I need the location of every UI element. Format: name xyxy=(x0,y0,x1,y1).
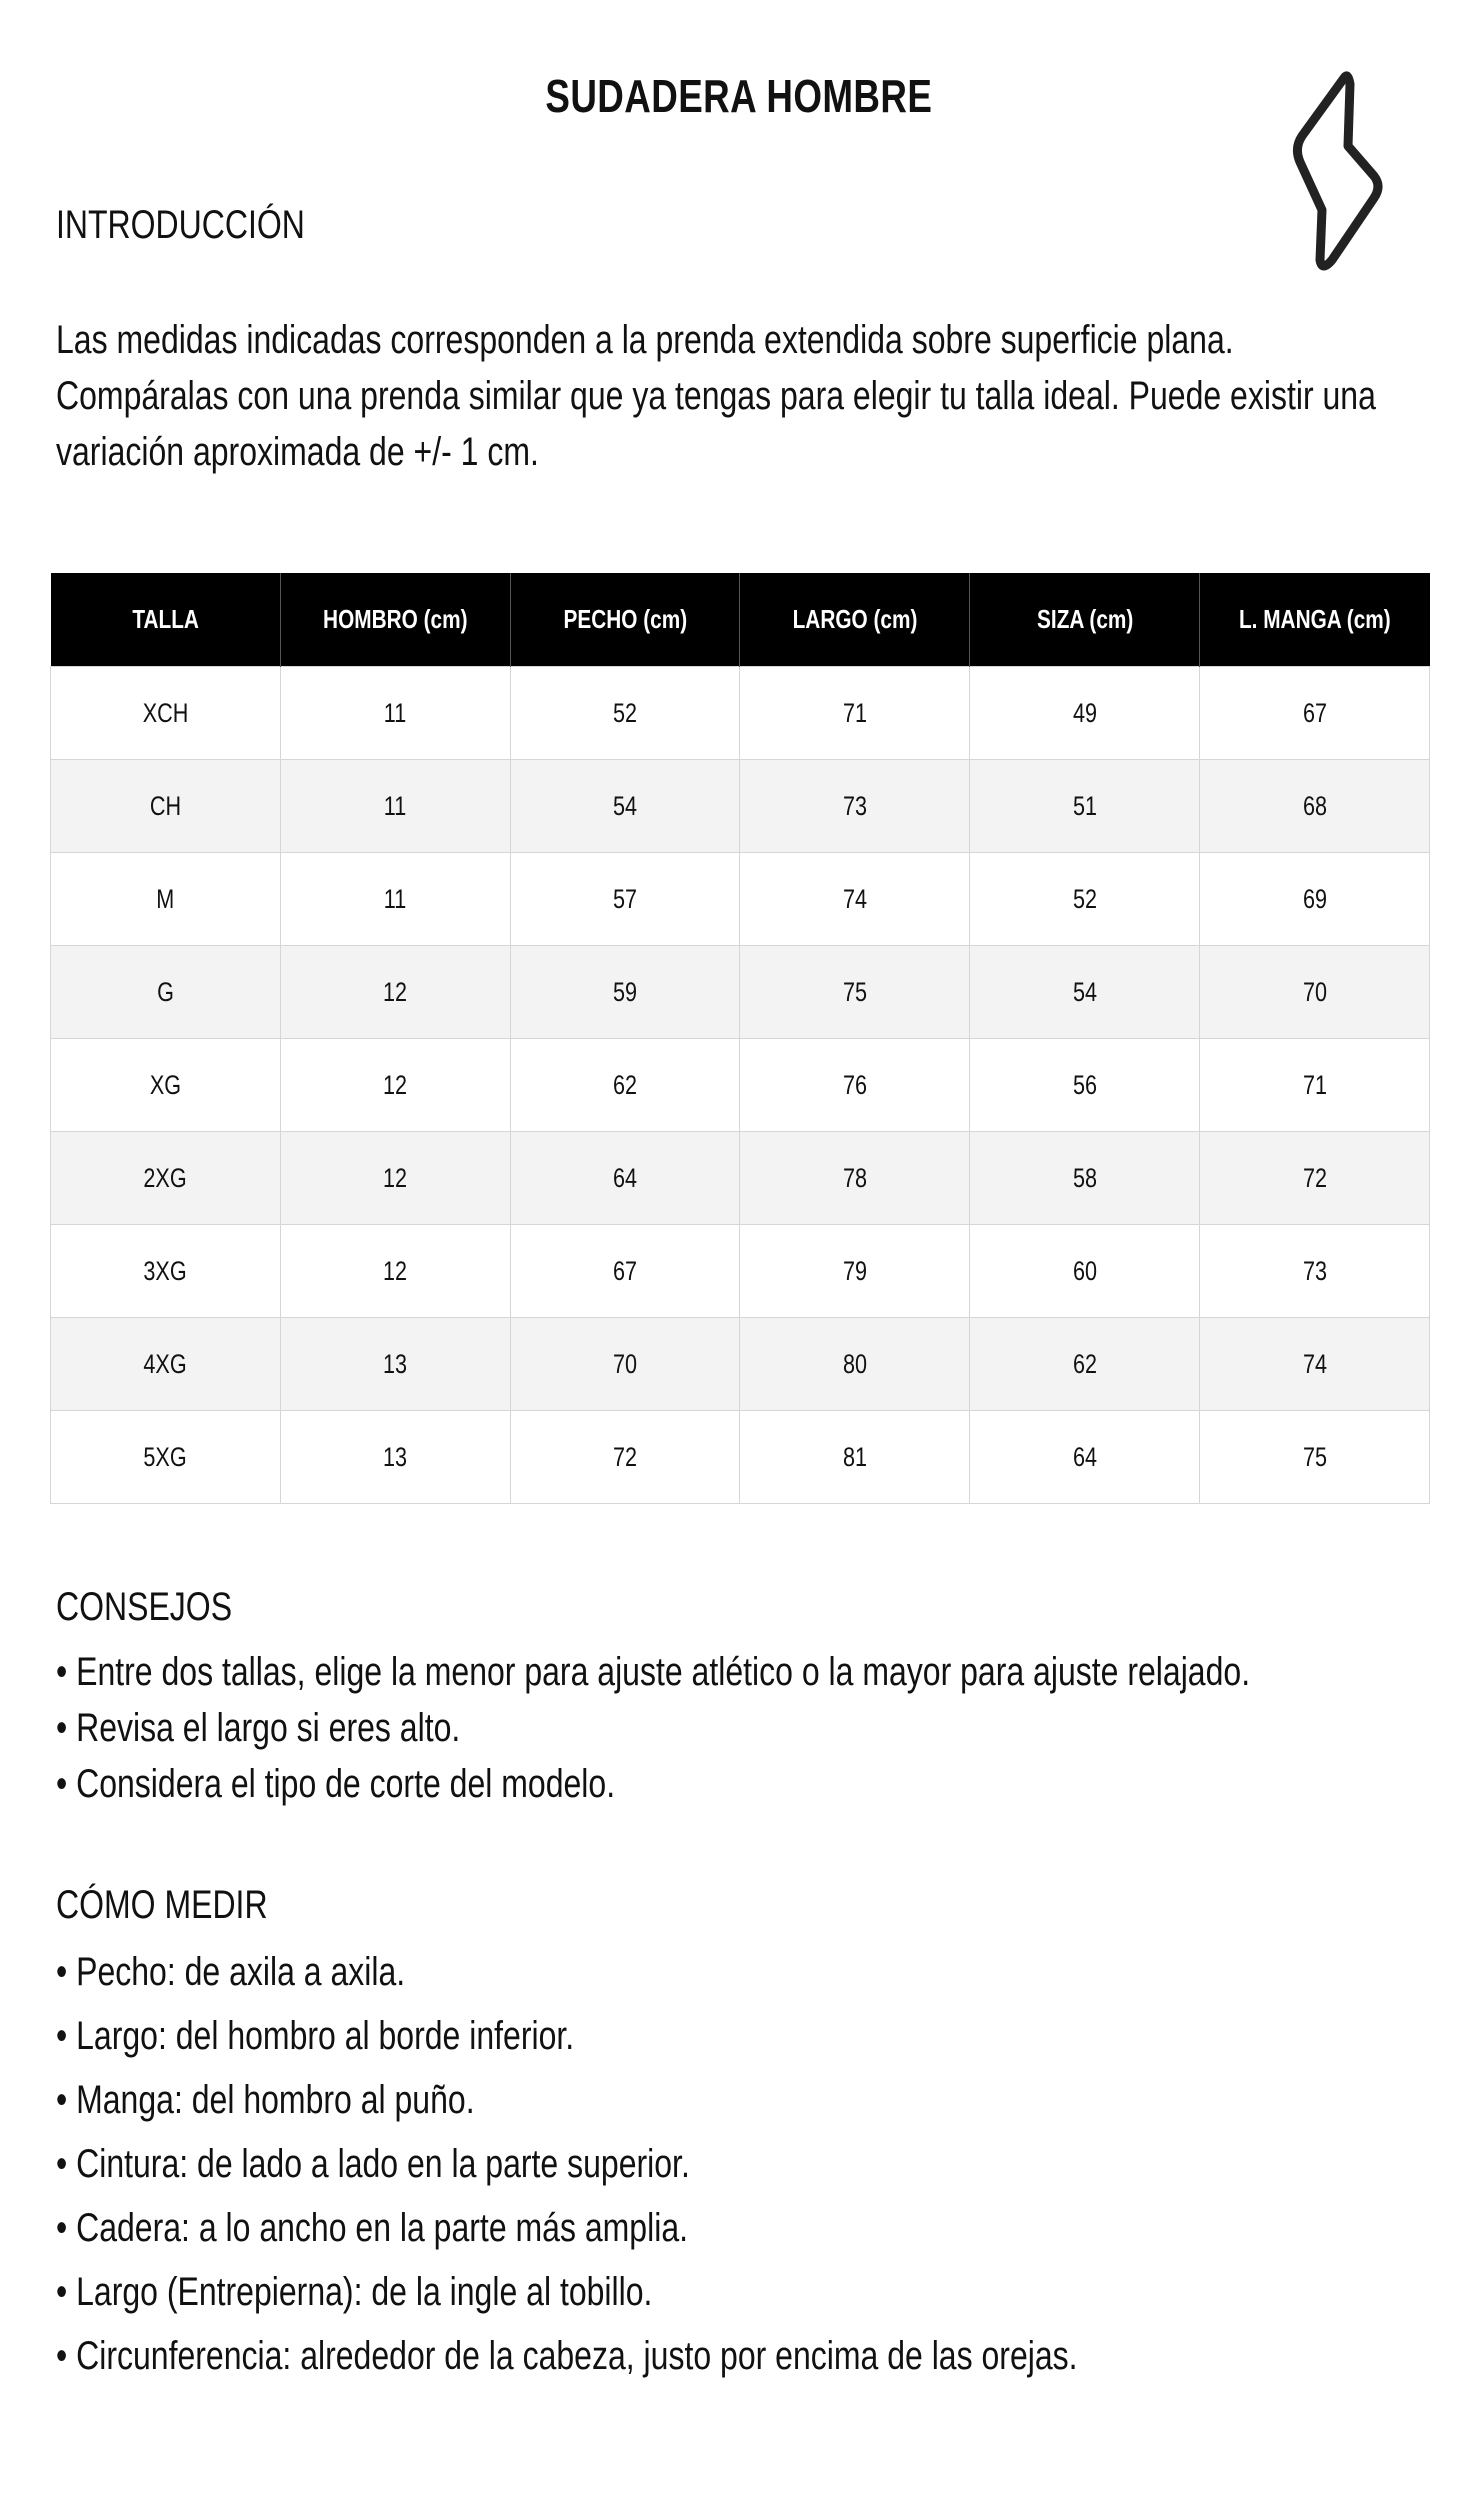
column-header-manga: L. MANGA (cm) xyxy=(1200,573,1430,667)
list-item: • Revisa el largo si eres alto. xyxy=(56,1706,461,1750)
table-cell: 11 xyxy=(280,667,510,760)
table-cell: 51 xyxy=(970,760,1200,853)
table-cell: 13 xyxy=(280,1318,510,1411)
intro-heading: INTRODUCCIÓN xyxy=(56,203,305,247)
table-cell: 2XG xyxy=(51,1132,281,1225)
table-cell: G xyxy=(51,946,281,1039)
table-row xyxy=(51,853,1430,946)
table-cell: 68 xyxy=(1200,760,1430,853)
table-cell: 81 xyxy=(740,1411,970,1504)
column-header-largo: LARGO (cm) xyxy=(740,573,970,667)
table-cell: 4XG xyxy=(51,1318,281,1411)
column-header-pecho: PECHO (cm) xyxy=(510,573,740,667)
table-cell: 62 xyxy=(970,1318,1200,1411)
column-header-hombro: HOMBRO (cm) xyxy=(280,573,510,667)
table-cell: 54 xyxy=(970,946,1200,1039)
table-cell: 3XG xyxy=(51,1225,281,1318)
table-cell: CH xyxy=(51,760,281,853)
table-cell: 80 xyxy=(740,1318,970,1411)
table-body xyxy=(51,667,1430,1504)
page-title xyxy=(0,68,1478,124)
table-cell: 69 xyxy=(1200,853,1430,946)
table-cell: 11 xyxy=(280,760,510,853)
table-cell: 12 xyxy=(280,1132,510,1225)
intro-line: variación aproximada de +/- 1 cm. xyxy=(56,430,539,474)
table-row xyxy=(51,760,1430,853)
list-item: • Pecho: de axila a axila. xyxy=(56,1950,406,1994)
size-chart-table xyxy=(50,573,1430,1504)
list-item: • Cadera: a lo ancho en la parte más amplia. xyxy=(56,2206,688,2250)
table-cell: 64 xyxy=(970,1411,1200,1504)
table-cell: 67 xyxy=(510,1225,740,1318)
table-cell: 52 xyxy=(970,853,1200,946)
table-cell: XG xyxy=(51,1039,281,1132)
table-cell: 57 xyxy=(510,853,740,946)
table-cell: 71 xyxy=(740,667,970,760)
table-row xyxy=(51,1039,1430,1132)
how-to-measure-heading: CÓMO MEDIR xyxy=(56,1883,268,1927)
table-cell: 60 xyxy=(970,1225,1200,1318)
table-cell: 64 xyxy=(510,1132,740,1225)
table-cell: 73 xyxy=(1200,1225,1430,1318)
table-cell: 62 xyxy=(510,1039,740,1132)
table-cell: 75 xyxy=(740,946,970,1039)
list-item: • Cintura: de lado a lado en la parte superior. xyxy=(56,2142,690,2186)
table-cell: 59 xyxy=(510,946,740,1039)
column-header-talla: TALLA xyxy=(51,573,281,667)
table-cell: 70 xyxy=(510,1318,740,1411)
table-cell: 12 xyxy=(280,1039,510,1132)
list-item: • Largo (Entrepierna): de la ingle al tobillo. xyxy=(56,2270,653,2314)
lightning-bolt-icon xyxy=(1282,70,1392,280)
table-cell: 71 xyxy=(1200,1039,1430,1132)
table-cell: 58 xyxy=(970,1132,1200,1225)
table-header-row xyxy=(51,573,1430,667)
table-cell: 11 xyxy=(280,853,510,946)
column-header-siza: SIZA (cm) xyxy=(970,573,1200,667)
table-row xyxy=(51,946,1430,1039)
table-cell: 52 xyxy=(510,667,740,760)
list-item: • Circunferencia: alrededor de la cabeza, justo por encima de las orejas. xyxy=(56,2334,1078,2378)
table-cell: 13 xyxy=(280,1411,510,1504)
intro-line: Compáralas con una prenda similar que ya tengas para elegir tu talla ideal. Puede existir una xyxy=(56,374,1376,418)
table-row xyxy=(51,1318,1430,1411)
list-item: • Entre dos tallas, elige la menor para ajuste atlético o la mayor para ajuste relajado. xyxy=(56,1650,1251,1694)
page-title-text: SUDADERA HOMBRE xyxy=(545,70,933,122)
table-cell: 56 xyxy=(970,1039,1200,1132)
table-cell: 76 xyxy=(740,1039,970,1132)
intro-paragraph xyxy=(56,312,1478,480)
table-cell: M xyxy=(51,853,281,946)
how-to-measure-list xyxy=(56,1940,1333,2388)
table-row xyxy=(51,1225,1430,1318)
table-cell: 72 xyxy=(510,1411,740,1504)
table-cell: 72 xyxy=(1200,1132,1430,1225)
table-cell: 74 xyxy=(740,853,970,946)
list-item: • Considera el tipo de corte del modelo. xyxy=(56,1762,616,1806)
table-cell: XCH xyxy=(51,667,281,760)
intro-line: Las medidas indicadas corresponden a la prenda extendida sobre superficie plana. xyxy=(56,318,1234,362)
table-row xyxy=(51,1411,1430,1504)
table-row xyxy=(51,1132,1430,1225)
table-cell: 79 xyxy=(740,1225,970,1318)
table-cell: 49 xyxy=(970,667,1200,760)
table-cell: 74 xyxy=(1200,1318,1430,1411)
table-cell: 12 xyxy=(280,1225,510,1318)
list-item: • Manga: del hombro al puño. xyxy=(56,2078,475,2122)
table-row xyxy=(51,667,1430,760)
tips-list xyxy=(56,1644,1478,1812)
table-cell: 12 xyxy=(280,946,510,1039)
table-cell: 75 xyxy=(1200,1411,1430,1504)
list-item: • Largo: del hombro al borde inferior. xyxy=(56,2014,575,2058)
tips-heading: CONSEJOS xyxy=(56,1585,233,1629)
table-cell: 67 xyxy=(1200,667,1430,760)
table-cell: 70 xyxy=(1200,946,1430,1039)
table-cell: 78 xyxy=(740,1132,970,1225)
table-cell: 73 xyxy=(740,760,970,853)
table-cell: 54 xyxy=(510,760,740,853)
table-cell: 5XG xyxy=(51,1411,281,1504)
